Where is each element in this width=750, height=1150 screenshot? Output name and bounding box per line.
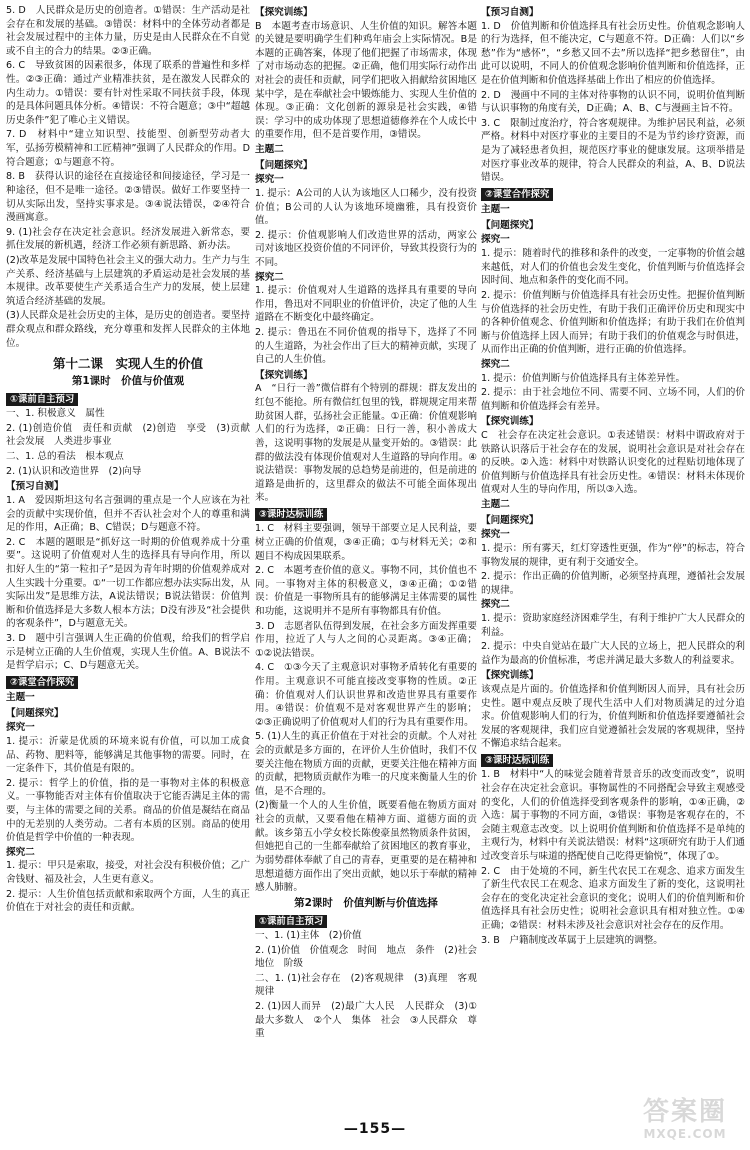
bracket-heading: 【问题探究】 bbox=[255, 159, 313, 171]
topic-heading: 主题一 bbox=[481, 204, 510, 216]
answer-paragraph: 1. 提示：A公司的人认为该地区人口稀少，没有投资价值；B公司的人认为该地环境幽雅，具有投资价值。 bbox=[255, 187, 477, 227]
answer-paragraph: 2. 提示：鲁迅在不同价值观的指导下，选择了不同的人生道路，为社会作出了巨大的精神贡献，实现了自己的人生价值。 bbox=[255, 327, 477, 366]
answer-paragraph: 2. C 本题考查价值的意义。事物不同，其价值也不同。一事物对主体的积极意义，③④正确；①②错误：价值是一事物所具有的能够满足主体需要的属性和功能，这说明并不是所有事物都具有价值。 bbox=[255, 565, 477, 617]
topic-heading: 探究二 bbox=[481, 599, 510, 611]
answer-paragraph: 3. D 志愿者队伍得到发展，在社会多方面发挥重要作用，拉近了人与人之间的心灵距离。③④正确；①②说法错误。 bbox=[255, 620, 477, 659]
section-banner: ①课前自主预习 bbox=[255, 915, 327, 928]
answer-paragraph: 2. 提示：作出正确的价值判断，必须坚持真理，遵循社会发展的规律。 bbox=[481, 571, 745, 596]
bracket-heading: 【问题探究】 bbox=[6, 707, 64, 719]
watermark-title: 答案圈 bbox=[642, 1097, 727, 1127]
section-banner-row bbox=[6, 674, 250, 690]
answer-paragraph: 二、1. 总的看法 根本观点 bbox=[6, 451, 124, 463]
answer-paragraph: 1. 提示：资助家庭经济困难学生，有利于维护广大人民群众的利益。 bbox=[481, 612, 745, 638]
answer-paragraph: 2. C 本题的题眼是“抓好这一时期的价值观养成十分重要”。这说明了价值观对人生的选择具有导向作用，所以扣好人生的“第一粒扣子”是因为青年时期的价值观养成对人生实践十分重要。①“一切工作都应想办法实际出发，从实际出发”是思维方法，A说法错误；B说法错误：价值判断和价值选择是大多数人根本方法；D没有涉及“社会提供的客观条件”，D与题意无关。 bbox=[6, 536, 250, 630]
section-banner: ②课堂合作探究 bbox=[481, 188, 553, 201]
answer-paragraph: 2. (1)认识和改造世界 (2)向导 bbox=[6, 465, 142, 477]
lesson-subtitle: 第1课时 价值与价值观 bbox=[71, 374, 185, 387]
answer-paragraph: A “日行一善”微信群有个特别的群规：群友发出的红包不能抢。所有微信红包里的钱，群规规定用来帮助贫困人群，弘扬社会正能量。①正确：价值观影响人们的行为选择，②正确：日行一善，积小善成大善，这说明事物的发展是从量变开始的。③错误：此群的做法没有体现价值观对人生道路的导向作用。④说法错误：事物发展的总趋势是前进的，但是前进的道路是曲折的，这里群众的做法不可能全面体现出来。 bbox=[255, 383, 477, 504]
watermark-url: MXQE.COM bbox=[643, 1127, 727, 1141]
answer-paragraph: 2. 提示：中央自觉站在最广大人民的立场上，把人民群众的利益作为最高的价值标准，考虑并满足最大多数人的利益要求。 bbox=[481, 641, 745, 666]
answer-paragraph: 2. 提示：哲学上的价值，指的是一事物对主体的积极意义。一事物能否对主体有价值取决于它能否满足主体的需要，与主体的需要之间的关系。商品的价值是凝结在商品中的无差别的人类劳动。二者有本质的区别。商品的使用价值是哲学中价值的一种表现。 bbox=[6, 777, 250, 844]
bracket-heading: 【预习自测】 bbox=[481, 7, 539, 18]
answer-paragraph: 一、1. 积极意义 属性 bbox=[6, 408, 105, 420]
section-banner: ③课时达标训练 bbox=[481, 754, 553, 767]
watermark-logo bbox=[626, 1098, 744, 1146]
section-banner: ②课堂合作探究 bbox=[6, 676, 78, 689]
answer-paragraph: (2)衡量一个人的人生价值，既要看他在物质方面对社会的贡献，又要看他在精神方面、道德方面的贡献。该乡第五小学女校长陈俊豪虽然物质条件贫困，但她把自己的一生都奉献给了贫困地区的教育事业，为弱势群体奉献了自己的青春，更重要的是在精神和思想道德方面作出了突出贡献，她以乐于奉献的精神感人肺腑。 bbox=[255, 800, 477, 894]
topic-heading: 探究一 bbox=[481, 234, 510, 246]
bracket-heading: 【探究训练】 bbox=[481, 416, 539, 428]
bracket-heading: 【问题探究】 bbox=[481, 514, 539, 526]
answer-paragraph: 3. D 题中引言强调人生正确的价值观，给我们的哲学启示是树立正确的人生价值观，实现人生价值。A、B说法不是哲学启示；C、D与题意无关。 bbox=[6, 632, 250, 672]
answer-paragraph: 7. D 材料中“建立知识型、技能型、创新型劳动者大军，弘扬劳模精神和工匠精神”强调了人民群众的作用。D符合题意；①与题意不符。 bbox=[6, 129, 250, 168]
answer-paragraph: 2. D 漫画中不同的主体对待事物的认识不同，说明价值判断与认识事物的角度有关，D正确；A、B、C与漫画主旨不符。 bbox=[481, 89, 745, 115]
topic-heading: 探究二 bbox=[481, 358, 510, 370]
answer-paragraph: 5. D 人民群众是历史的创造者。①错误：生产活动是社会存在和发展的基础。③错误：材料中的全体劳动者都是社会发展过程中的主体力量，历史是由人民群众在不自觉或不自主的合力的结果。②③正确。 bbox=[6, 5, 250, 57]
bracket-heading: 【探究训练】 bbox=[255, 7, 313, 18]
answer-paragraph: 2. (1)价值 价值观念 时间 地点 条件 (2)社会地位 阶级 bbox=[255, 944, 477, 970]
answer-paragraph: 2. 提示：由于社会地位不同、需要不同、立场不同，人们的价值判断和价值选择会有差异。 bbox=[481, 387, 745, 412]
topic-heading: 主题一 bbox=[6, 692, 35, 704]
answer-paragraph: 3. C 限制过度治疗，符合客观规律。为维护居民利益，必须严格。材料中对医疗事业的主要目的不是为节约诊疗资源，而是为了减轻患者负担，规范医疗事业的健康发展。这项举措是对医疗事业改革的规律，符合人民群众的利益，A、B、D说法错误。 bbox=[481, 117, 745, 184]
section-banner: ③课时达标训练 bbox=[255, 508, 327, 521]
column-left bbox=[6, 4, 250, 1110]
answer-paragraph: 2. C 由于处境的不同，新生代农民工在观念、追求方面发生了新生代农民工在观念、追求方面发生了新的变化，这说明社会存在的变化决定社会意识的变化；说明人们的价值判断和价值选择具有社会历史性；说明社会意识具有相对独立性。①④正确；②错误：材料未涉及社会意识对社会存在的反作用。 bbox=[481, 865, 745, 932]
answer-paragraph: 1. D 价值判断和价值选择具有社会历史性。价值观念影响人的行为选择，但不能决定，C与题意不符。D正确：人们以“乡愁”作为“感怀”，“乡愁又回不去”所以选择“把乡愁留住”，由此可以说明，不同人的价值观念影响价值判断和价值选择，正是在价值判断和价值选择基础上作出了相应的价值选择。 bbox=[481, 20, 745, 87]
answer-paragraph: (3)人民群众是社会历史的主体，是历史的创造者。要坚持群众观点和群众路线，充分尊重和发挥人民群众的主体地位。 bbox=[6, 310, 250, 349]
bracket-heading: 【探究训练】 bbox=[481, 670, 539, 682]
answer-paragraph: 1. C 材料主要强调，领导干部要立足人民利益，要树立正确的价值观，③④正确；①与材料无关；②和题目不构成因果联系。 bbox=[255, 523, 477, 562]
answer-paragraph: 1. A 爱因斯坦这句名言强调的重点是一个人应该在为社会的贡献中实现价值，但并不否认社会对个人的尊重和满足的作用，A正确；B、C错误；D与题意不符。 bbox=[6, 494, 250, 534]
answer-paragraph: 2. 提示：价值观影响人们改造世界的活动，两家公司对该地区投资价值的不同评价，导致其投资行为的不同。 bbox=[255, 229, 477, 268]
answer-paragraph: 1. 提示：甲只是索取，接受，对社会没有积极价值；乙广舍钱财、福及社会，人生更有意义。 bbox=[6, 860, 250, 886]
answer-paragraph: 2. (1)创造价值 责任和贡献 (2)创造 享受 (3)贡献 社会发展 人类进步事业 bbox=[6, 422, 250, 448]
topic-heading: 探究二 bbox=[6, 846, 35, 858]
answer-paragraph: 2. (1)因人而异 (2)最广大人民 人民群众 (3)①最大多数人 ②个人 集体 社会 ③人民群众 尊重 bbox=[255, 1001, 477, 1040]
answer-paragraph: 3. B 户籍制度改革属于上层建筑的调整。 bbox=[481, 934, 663, 946]
answer-paragraph: 1. 提示：价值判断与价值选择具有主体差异性。 bbox=[481, 372, 686, 384]
answer-paragraph: C 社会存在决定社会意识。①表述错误：材料中谓政府对于铁路认识落后于社会存在的发展，说明社会意识是对社会存在的反映。②入选：材料中对铁路认识变化的过程贴切地体现了价值判断与价值选择具有社会历史性。④错误：材料未体现价值观对人生的导向作用，所以③入选。 bbox=[481, 430, 745, 496]
section-banner-row bbox=[255, 913, 477, 929]
answer-paragraph: 1. 提示：所有雾天，红灯穿透性更强，作为“停”的标志，符合事物发展的规律，更有利于交通安全。 bbox=[481, 542, 745, 568]
answer-paragraph: 8. B 获得认识的途径在直接途径和间接途径，学习是一种途径，但不是唯一途径。②③错误。做好工作要坚持一切从实际出发，坚持实事求是。③④说法错误，②④符合漫画寓意。 bbox=[6, 171, 250, 224]
answer-paragraph: (2)改革是发展中国特色社会主义的强大动力。生产力与生产关系、经济基础与上层建筑的矛盾运动是社会发展的基本规律。改革要使生产关系适合生产力的发展，使上层建筑适合经济基础的发展。 bbox=[6, 254, 250, 307]
page-number: —155— bbox=[343, 1121, 407, 1137]
lesson-title: 第十二课 实现人生的价值 bbox=[52, 356, 203, 372]
section-banner-row bbox=[255, 506, 477, 522]
answer-paragraph: 4. C ①③今天了主观意识对事物矛盾转化有重要的作用。主观意识不可能直接改变事物的性质。②正确：价值观对人们认识世界和改造世界具有重要作用。④错误：价值观不是对客观世界产生的影响；②③正确说明了价值观对人们的行为具有重要作用。 bbox=[255, 662, 477, 728]
topic-heading: 探究一 bbox=[255, 174, 284, 186]
section-banner: ①课前自主预习 bbox=[6, 393, 78, 406]
section-banner-row bbox=[481, 752, 745, 768]
answer-paragraph: 1. 提示：价值观对人生道路的选择具有重要的导向作用，鲁迅对不同职业的价值评价，决定了他的人生道路在不断变化中最终确定。 bbox=[255, 285, 477, 324]
answer-paragraph: 1. 提示：随着时代的推移和条件的改变，一定事物的价值会越来越低，对人们的价值也会发生变化，价值判断与价值选择会因时间、地点和条件的变化而不同。 bbox=[481, 248, 745, 287]
topic-heading: 主题二 bbox=[481, 499, 510, 511]
answer-paragraph: 2. 提示：人生价值包括贡献和索取两个方面，人生的真正价值在于对社会的责任和贡献。 bbox=[6, 888, 250, 914]
column-middle bbox=[255, 4, 477, 1110]
answer-paragraph: B 本题考查市场意识、人生价值的知识。解答本题的关键是要明确学生们种鸡年庙会上实际情况。B是本题的正确答案，体现了他们把握了市场需求，体现了对市场动态的把握。②正确，他们用实际行动作出对社会的责任和贡献，同学们把收入捐献给贫困地区某中学，是在奉献社会中锻炼能力、实现人生价值的体现。③正确：文化创新的源泉是社会实践，④错误：学习中的成功体现了思想道德修养在个人成长中的重要作用，但不是首要作用，③错误。 bbox=[255, 20, 477, 141]
answer-paragraph: 5. (1)人生的真正价值在于对社会的贡献。个人对社会的贡献是多方面的，在评价人生价值时，我们不仅要关注他在物质方面的贡献，更要关注他在精神方面的贡献，把物质贡献作为唯一的尺度来衡量人生的价值，是不合理的。 bbox=[255, 731, 477, 797]
answer-paragraph: 1. B 材料中“人的味觉会随着背景音乐的改变而改变”，说明社会存在决定社会意识。事物属性的不同搭配会导致主观感受的变化，人们的价值选择受到客观条件的影响，①④正确，②入选：属于事物的不同方面，③错误：事物是客观存在的，不会随主观意志改变。以上说明价值判断和价值选择不是单纯的主观行为，材料中有关说法错误：材料“这项研究有助于人们通过改变音乐与味道的搭配使自己吃得更愉悦”，体现了①。 bbox=[481, 769, 745, 863]
column-right bbox=[481, 4, 745, 1110]
answer-paragraph: 一、1. (1)主体 (2)价值 bbox=[255, 929, 362, 941]
answer-paragraph: 1. 提示：沂蒙是优质的环境来说有价值，可以加工成食品、药物、肥料等，能够满足其他事物的需要。同时，在一定条件下，其价值是有限的。 bbox=[6, 735, 250, 775]
answer-paragraph: 2. 提示：价值判断与价值选择具有社会历史性。把握价值判断与价值选择的社会历史性，有助于我们正确评价历史和现实中的各种价值观念、价值判断和价值选择；有助于我们在价值判断与价值选择上因人而异；有助于我们的价值观念与时俱进，从而作出正确的价值判断，进行正确的价值选择。 bbox=[481, 289, 745, 356]
topic-heading: 探究一 bbox=[6, 722, 35, 734]
answer-paragraph: 9. (1)社会存在决定社会意识。经济发展进入新常态，要抓住发展的新机遇，经济工作必须有新思路、新办法。 bbox=[6, 226, 250, 252]
section-banner-row bbox=[481, 186, 745, 202]
topic-heading: 探究二 bbox=[255, 271, 284, 283]
topic-heading: 探究一 bbox=[481, 529, 510, 541]
answer-paragraph: 二、1. (1)社会存在 (2)客观规律 (3)真理 客观规律 bbox=[255, 972, 477, 998]
lesson-subtitle: 第2课时 价值判断与价值选择 bbox=[294, 896, 438, 909]
bracket-heading: 【问题探究】 bbox=[481, 219, 539, 231]
answer-paragraph: 该观点是片面的。价值选择和价值判断因人而异，具有社会历史性。题中观点反映了现代生活中人们对物质满足的过分追求。价值观影响人们的行为，价值判断和价值选择要遵循社会发展的客观规律，我们应自觉遵循社会发展的客观规律，坚持不懈追求结合起来。 bbox=[481, 683, 745, 750]
bracket-heading: 【探究训练】 bbox=[255, 369, 313, 381]
bracket-heading: 【预习自测】 bbox=[6, 481, 64, 493]
answer-paragraph: 6. C 导致贫困的因素很多，体现了联系的普遍性和多样性。②③正确：通过产业精准扶贫，是在激发人民群众的内生动力。①错误：要有针对性采取不同扶贫手段，体现的是具体问题具体分析。④错误：不符合题意；③中“超越历史条件”犯了唯心主义错误。 bbox=[6, 60, 250, 126]
section-banner-row bbox=[6, 391, 250, 407]
topic-heading: 主题二 bbox=[255, 144, 284, 156]
